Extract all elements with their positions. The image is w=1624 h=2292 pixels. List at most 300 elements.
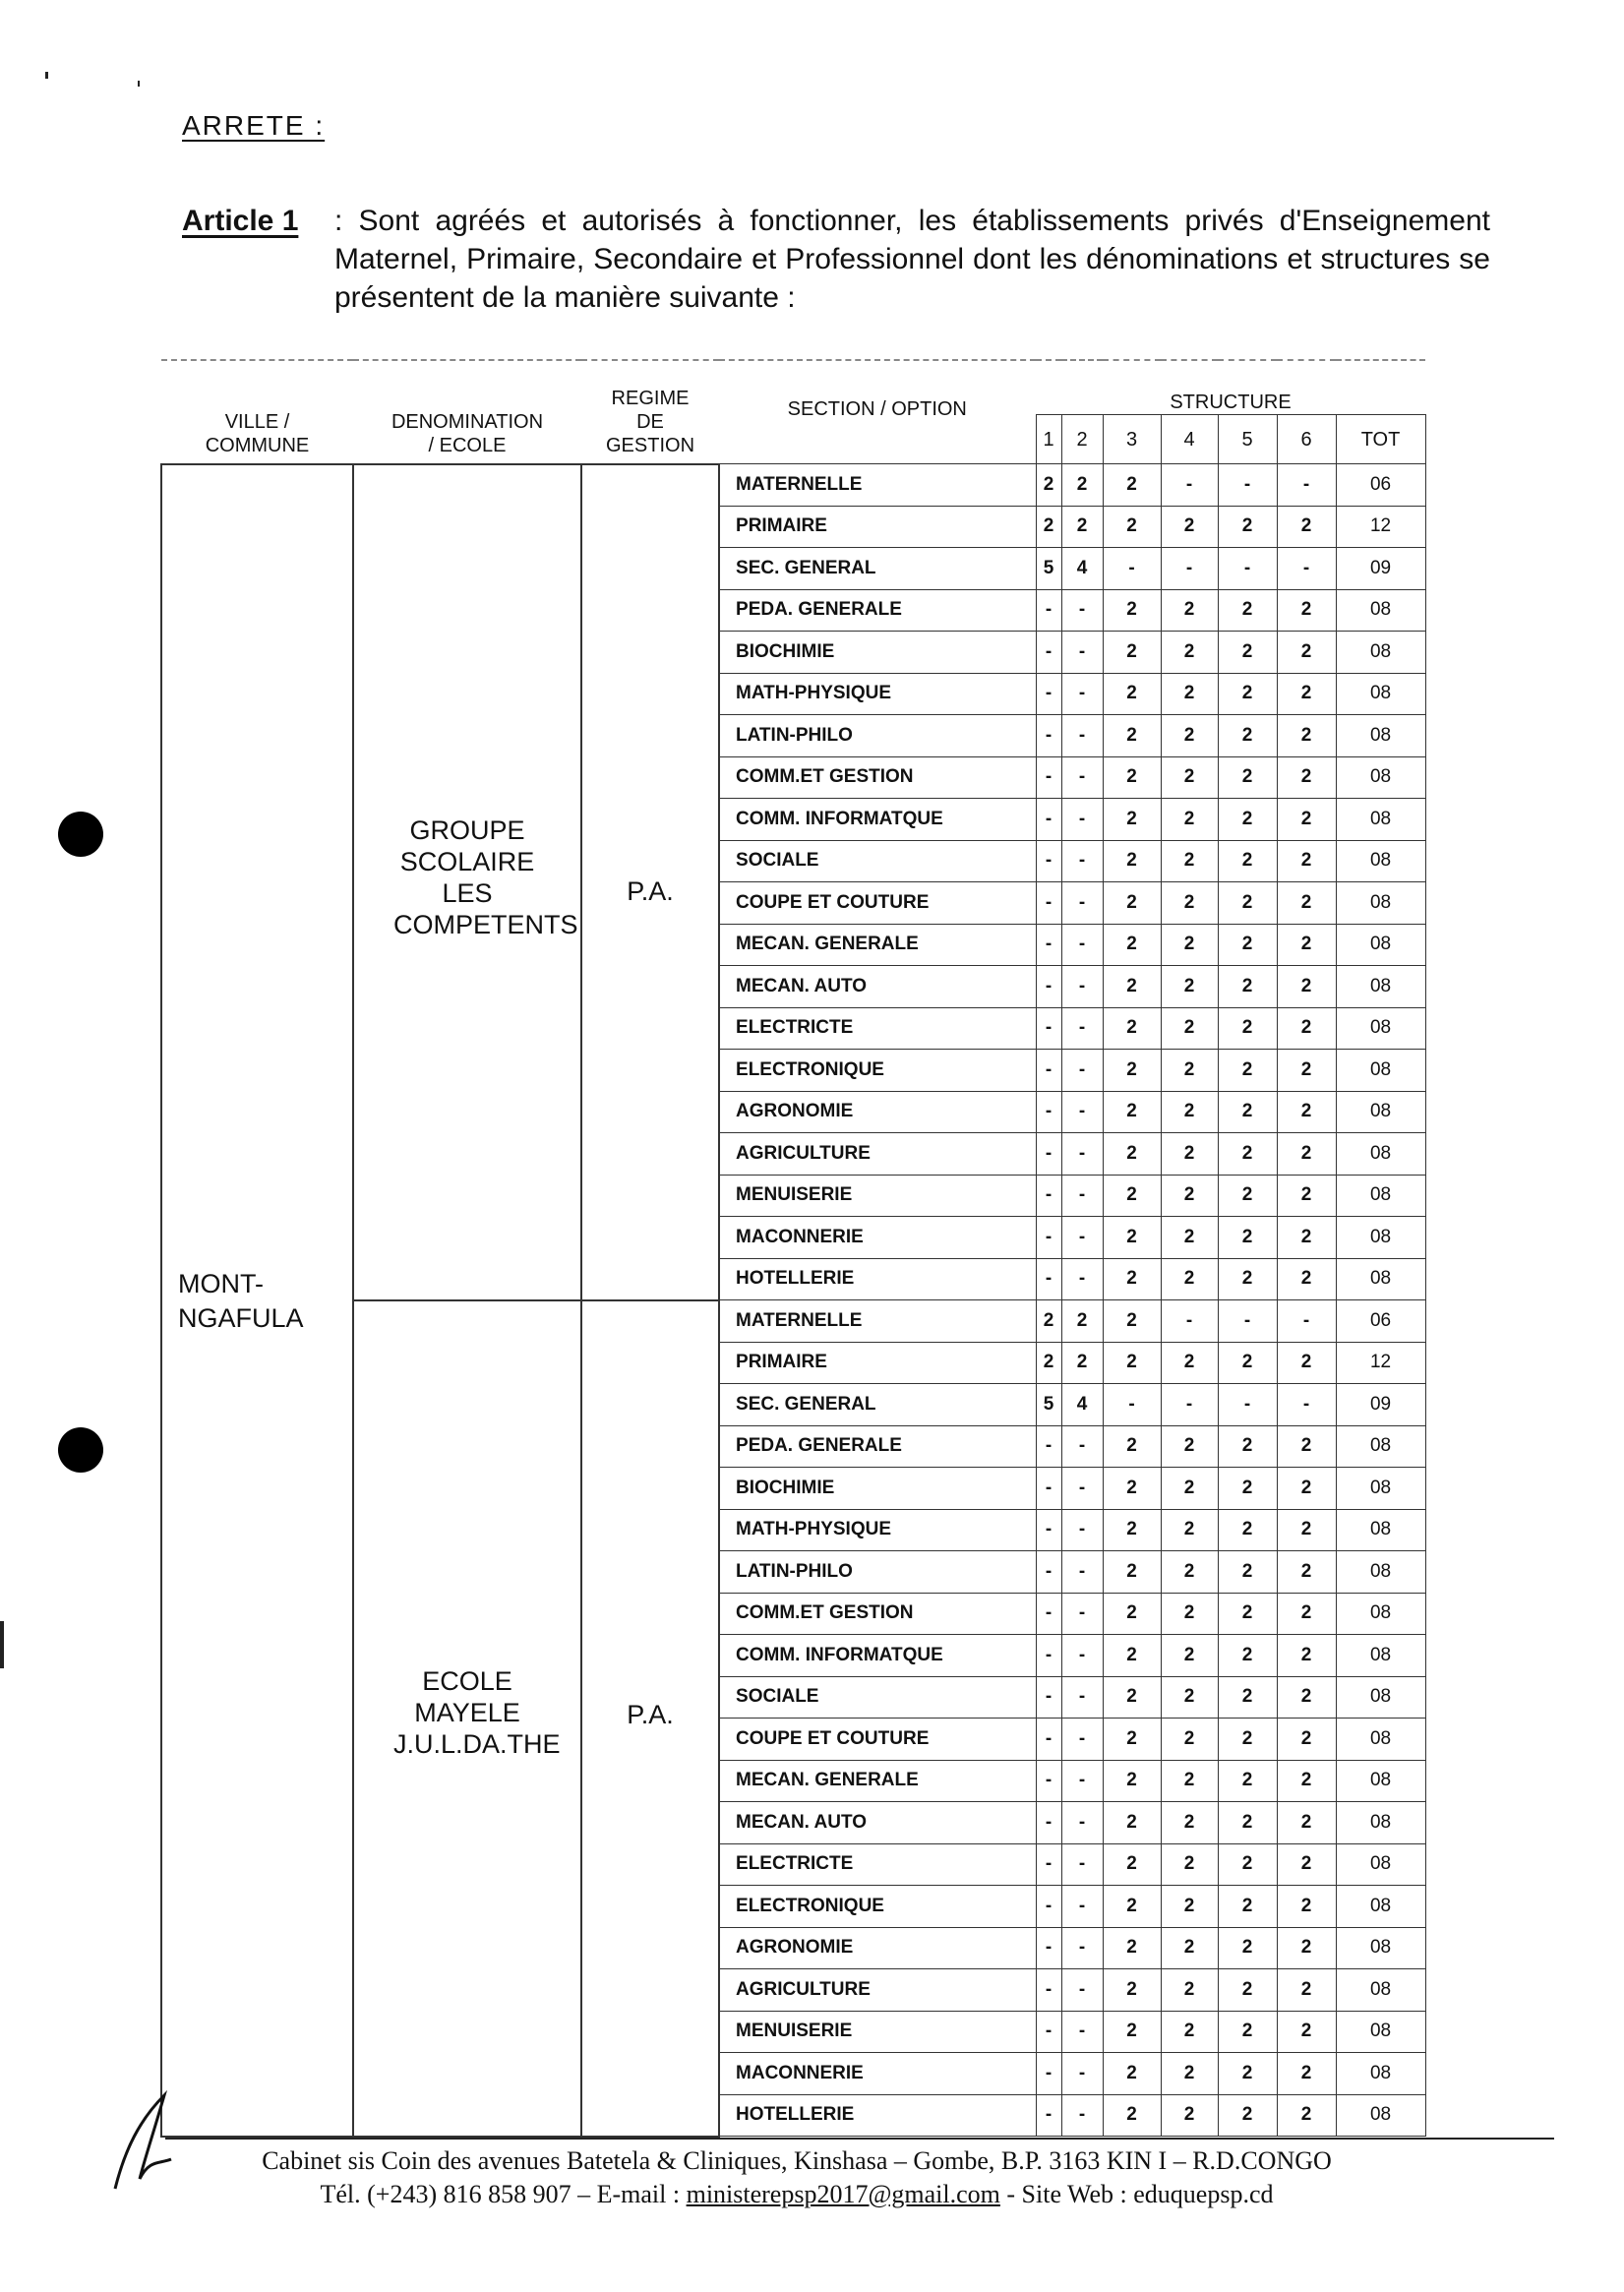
- structure-year-6-value: -: [1277, 464, 1336, 507]
- header-regime: REGIME DE GESTION: [581, 360, 719, 464]
- structure-year-3-value: 2: [1103, 1133, 1161, 1176]
- section-option: MECAN. GENERALE: [719, 924, 1036, 966]
- structure-year-6-value: 2: [1277, 966, 1336, 1008]
- structure-year-6-value: 2: [1277, 1258, 1336, 1300]
- structure-year-3-value: 2: [1103, 799, 1161, 841]
- structure-year-5-value: 2: [1218, 632, 1277, 674]
- section-option: SEC. GENERAL: [719, 548, 1036, 590]
- structure-year-3-value: 2: [1103, 2053, 1161, 2095]
- structure-year-6-value: 2: [1277, 1551, 1336, 1594]
- section-option: MACONNERIE: [719, 1217, 1036, 1259]
- structure-total-value: 08: [1336, 2011, 1425, 2053]
- structure-year-3-value: 2: [1103, 1635, 1161, 1677]
- section-option: ELECTRICTE: [719, 1843, 1036, 1886]
- structure-year-2-value: -: [1061, 1635, 1103, 1677]
- structure-year-5-value: -: [1218, 464, 1277, 507]
- structure-year-1-value: -: [1036, 589, 1061, 632]
- section-option: MECAN. GENERALE: [719, 1760, 1036, 1802]
- structure-year-5-value: 2: [1218, 1175, 1277, 1217]
- structure-year-4-value: 2: [1161, 1425, 1218, 1468]
- footer-email-link[interactable]: ministerepsp2017@gmail.com: [686, 2180, 1000, 2208]
- structure-year-1-value: 2: [1036, 1300, 1061, 1343]
- structure-year-1-value: 2: [1036, 1342, 1061, 1384]
- structure-year-4-value: 2: [1161, 1007, 1218, 1050]
- school-name-cell: [353, 464, 581, 1300]
- structure-year-5-value: 2: [1218, 1007, 1277, 1050]
- structure-year-3-value: 2: [1103, 1342, 1161, 1384]
- section-option: COUPE ET COUTURE: [719, 1719, 1036, 1761]
- section-option: PEDA. GENERALE: [719, 1425, 1036, 1468]
- structure-year-1-value: -: [1036, 1468, 1061, 1510]
- structure-year-5-value: 2: [1218, 1425, 1277, 1468]
- structure-year-2-value: -: [1061, 1593, 1103, 1635]
- structure-year-1-value: -: [1036, 1091, 1061, 1133]
- structure-year-5-value: 2: [1218, 1509, 1277, 1551]
- structure-total-value: 06: [1336, 464, 1425, 507]
- structure-year-4-value: -: [1161, 464, 1218, 507]
- regime-gestion-cell: [581, 464, 719, 1300]
- structure-year-3-value: -: [1103, 1384, 1161, 1426]
- structure-total-value: 08: [1336, 1509, 1425, 1551]
- structure-year-5-value: 2: [1218, 673, 1277, 715]
- structure-year-4-value: 2: [1161, 1551, 1218, 1594]
- section-option: LATIN-PHILO: [719, 715, 1036, 757]
- structure-year-5-value: 2: [1218, 756, 1277, 799]
- structure-year-2-value: -: [1061, 1217, 1103, 1259]
- header-ville: VILLE / COMMUNE: [161, 360, 353, 464]
- structure-year-1-value: 5: [1036, 1384, 1061, 1426]
- section-option: SOCIALE: [719, 1676, 1036, 1719]
- structure-year-5-value: 2: [1218, 2094, 1277, 2137]
- structure-year-4-value: 2: [1161, 1886, 1218, 1928]
- structure-year-6-value: 2: [1277, 1635, 1336, 1677]
- section-option: MATERNELLE: [719, 464, 1036, 507]
- structure-year-6-value: 2: [1277, 1133, 1336, 1176]
- section-option: PRIMAIRE: [719, 506, 1036, 548]
- structure-year-4-value: 2: [1161, 1719, 1218, 1761]
- structure-year-5-value: -: [1218, 1300, 1277, 1343]
- structure-year-3-value: 2: [1103, 1425, 1161, 1468]
- structure-year-3-value: 2: [1103, 1760, 1161, 1802]
- structure-year-5-value: 2: [1218, 1886, 1277, 1928]
- structure-year-6-value: 2: [1277, 1676, 1336, 1719]
- structure-year-3-value: 2: [1103, 2011, 1161, 2053]
- structure-year-4-value: 2: [1161, 799, 1218, 841]
- structure-year-3-value: 2: [1103, 506, 1161, 548]
- structure-year-3-value: 2: [1103, 924, 1161, 966]
- structure-year-3-value: 2: [1103, 632, 1161, 674]
- footer-website: - Site Web : eduquepsp.cd: [999, 2180, 1274, 2208]
- structure-year-1-value: -: [1036, 924, 1061, 966]
- structure-year-3-value: 2: [1103, 1593, 1161, 1635]
- header-col-year-1: 1: [1036, 415, 1061, 464]
- section-option: COUPE ET COUTURE: [719, 882, 1036, 925]
- structure-year-4-value: 2: [1161, 1843, 1218, 1886]
- structure-year-1-value: -: [1036, 1007, 1061, 1050]
- structure-total-value: 09: [1336, 1384, 1425, 1426]
- structure-year-3-value: 2: [1103, 715, 1161, 757]
- structure-year-2-value: -: [1061, 1133, 1103, 1176]
- structure-year-2-value: -: [1061, 799, 1103, 841]
- header-col-year-4: 4: [1161, 415, 1218, 464]
- scan-mark: [138, 81, 140, 87]
- table-body: [161, 464, 1425, 2137]
- regime-gestion-cell: [581, 1300, 719, 2137]
- structure-year-2-value: -: [1061, 2094, 1103, 2137]
- structure-year-4-value: 2: [1161, 1342, 1218, 1384]
- structure-year-2-value: 2: [1061, 506, 1103, 548]
- section-option: MECAN. AUTO: [719, 1802, 1036, 1844]
- ville-commune-cell: [161, 464, 353, 2137]
- structure-total-value: 12: [1336, 506, 1425, 548]
- structure-year-5-value: 2: [1218, 1927, 1277, 1969]
- structure-year-5-value: 2: [1218, 506, 1277, 548]
- structure-total-value: 08: [1336, 1551, 1425, 1594]
- section-option: ELECTRONIQUE: [719, 1886, 1036, 1928]
- structure-year-5-value: 2: [1218, 2011, 1277, 2053]
- structure-year-6-value: 2: [1277, 2011, 1336, 2053]
- structure-total-value: 08: [1336, 840, 1425, 882]
- structure-total-value: 08: [1336, 1091, 1425, 1133]
- structure-total-value: 08: [1336, 1593, 1425, 1635]
- structure-year-5-value: 2: [1218, 1635, 1277, 1677]
- structure-year-1-value: -: [1036, 2094, 1061, 2137]
- header-denomination: DENOMINATION / ECOLE: [353, 360, 581, 464]
- structure-year-6-value: 2: [1277, 756, 1336, 799]
- structure-total-value: 08: [1336, 673, 1425, 715]
- section-option: BIOCHIMIE: [719, 632, 1036, 674]
- structure-total-value: 08: [1336, 715, 1425, 757]
- structure-year-3-value: 2: [1103, 589, 1161, 632]
- structure-year-4-value: 2: [1161, 2011, 1218, 2053]
- structure-year-1-value: 2: [1036, 464, 1061, 507]
- structure-year-2-value: -: [1061, 1719, 1103, 1761]
- schools-structure-table: [160, 359, 1426, 2138]
- structure-year-2-value: 2: [1061, 464, 1103, 507]
- structure-year-2-value: -: [1061, 1760, 1103, 1802]
- article-text: : Sont agréés et autorisés à fonctionner, les établissements privés d'Enseignement Maternel, Primaire, Secondaire et Professionnel dont les dénominations et structures se présentent de la manière suivante :: [334, 205, 1490, 314]
- structure-year-3-value: 2: [1103, 1969, 1161, 2012]
- structure-year-6-value: 2: [1277, 1342, 1336, 1384]
- structure-year-4-value: 2: [1161, 840, 1218, 882]
- structure-total-value: 08: [1336, 756, 1425, 799]
- structure-year-3-value: 2: [1103, 1217, 1161, 1259]
- structure-year-5-value: 2: [1218, 1217, 1277, 1259]
- structure-year-2-value: -: [1061, 756, 1103, 799]
- structure-year-2-value: -: [1061, 1676, 1103, 1719]
- structure-year-6-value: 2: [1277, 924, 1336, 966]
- structure-year-6-value: 2: [1277, 1593, 1336, 1635]
- section-option: MATH-PHYSIQUE: [719, 1509, 1036, 1551]
- structure-year-2-value: -: [1061, 1468, 1103, 1510]
- article-label: Article 1: [182, 205, 299, 237]
- structure-year-3-value: 2: [1103, 1509, 1161, 1551]
- structure-total-value: 08: [1336, 924, 1425, 966]
- structure-year-5-value: 2: [1218, 1258, 1277, 1300]
- structure-year-6-value: 2: [1277, 632, 1336, 674]
- section-option: COMM. INFORMATQUE: [719, 799, 1036, 841]
- structure-year-1-value: -: [1036, 1593, 1061, 1635]
- structure-year-3-value: 2: [1103, 1007, 1161, 1050]
- structure-year-2-value: -: [1061, 1175, 1103, 1217]
- structure-year-1-value: -: [1036, 966, 1061, 1008]
- footer-contact: [157, 2178, 1436, 2211]
- structure-year-1-value: -: [1036, 1676, 1061, 1719]
- section-option: MATERNELLE: [719, 1300, 1036, 1343]
- structure-year-6-value: 2: [1277, 506, 1336, 548]
- structure-year-4-value: 2: [1161, 1509, 1218, 1551]
- structure-year-5-value: -: [1218, 1384, 1277, 1426]
- section-option: COMM.ET GESTION: [719, 756, 1036, 799]
- structure-year-1-value: -: [1036, 2011, 1061, 2053]
- structure-year-2-value: -: [1061, 2011, 1103, 2053]
- structure-total-value: 08: [1336, 1258, 1425, 1300]
- structure-year-1-value: -: [1036, 1509, 1061, 1551]
- structure-year-5-value: 2: [1218, 1050, 1277, 1092]
- table-header: [161, 360, 1425, 464]
- structure-year-4-value: 2: [1161, 1760, 1218, 1802]
- structure-year-1-value: -: [1036, 840, 1061, 882]
- structure-year-5-value: -: [1218, 548, 1277, 590]
- section-option: PRIMAIRE: [719, 1342, 1036, 1384]
- structure-year-5-value: 2: [1218, 1091, 1277, 1133]
- structure-year-5-value: 2: [1218, 882, 1277, 925]
- structure-total-value: 08: [1336, 1927, 1425, 1969]
- structure-year-2-value: 4: [1061, 1384, 1103, 1426]
- structure-year-2-value: -: [1061, 840, 1103, 882]
- structure-total-value: 08: [1336, 1802, 1425, 1844]
- structure-year-3-value: 2: [1103, 966, 1161, 1008]
- structure-year-1-value: -: [1036, 1886, 1061, 1928]
- structure-year-6-value: -: [1277, 548, 1336, 590]
- structure-year-6-value: 2: [1277, 882, 1336, 925]
- structure-year-4-value: 2: [1161, 632, 1218, 674]
- structure-total-value: 08: [1336, 1635, 1425, 1677]
- structure-total-value: 08: [1336, 799, 1425, 841]
- structure-total-value: 08: [1336, 1175, 1425, 1217]
- structure-year-1-value: -: [1036, 1927, 1061, 1969]
- structure-year-5-value: 2: [1218, 1760, 1277, 1802]
- structure-year-2-value: -: [1061, 1091, 1103, 1133]
- section-option: AGRICULTURE: [719, 1969, 1036, 2012]
- structure-year-1-value: -: [1036, 1719, 1061, 1761]
- structure-year-3-value: 2: [1103, 1091, 1161, 1133]
- structure-year-2-value: -: [1061, 1509, 1103, 1551]
- structure-year-1-value: -: [1036, 632, 1061, 674]
- structure-year-5-value: 2: [1218, 1468, 1277, 1510]
- structure-year-3-value: 2: [1103, 2094, 1161, 2137]
- structure-year-6-value: 2: [1277, 1007, 1336, 1050]
- structure-year-5-value: 2: [1218, 1719, 1277, 1761]
- structure-total-value: 08: [1336, 1969, 1425, 2012]
- structure-total-value: 08: [1336, 2094, 1425, 2137]
- footer-rule: [165, 2138, 1554, 2140]
- structure-total-value: 08: [1336, 1425, 1425, 1468]
- structure-year-2-value: -: [1061, 673, 1103, 715]
- structure-year-4-value: 2: [1161, 924, 1218, 966]
- structure-year-2-value: -: [1061, 1843, 1103, 1886]
- section-option: PEDA. GENERALE: [719, 589, 1036, 632]
- structure-year-2-value: -: [1061, 1050, 1103, 1092]
- section-option: SEC. GENERAL: [719, 1384, 1036, 1426]
- structure-year-4-value: 2: [1161, 1802, 1218, 1844]
- school-name: ECOLE MAYELE J.U.L.DA.THE: [393, 1665, 561, 1759]
- structure-year-5-value: 2: [1218, 840, 1277, 882]
- structure-year-6-value: 2: [1277, 840, 1336, 882]
- structure-year-4-value: 2: [1161, 715, 1218, 757]
- structure-total-value: 08: [1336, 1133, 1425, 1176]
- structure-year-5-value: 2: [1218, 966, 1277, 1008]
- structure-year-6-value: 2: [1277, 1217, 1336, 1259]
- section-option: HOTELLERIE: [719, 2094, 1036, 2137]
- structure-year-6-value: 2: [1277, 1969, 1336, 2012]
- structure-year-3-value: 2: [1103, 840, 1161, 882]
- header-col-year-6: 6: [1277, 415, 1336, 464]
- structure-year-2-value: -: [1061, 1969, 1103, 2012]
- structure-year-4-value: 2: [1161, 1175, 1218, 1217]
- school-name-cell: [353, 1300, 581, 2137]
- structure-year-3-value: 2: [1103, 1927, 1161, 1969]
- structure-year-1-value: -: [1036, 1258, 1061, 1300]
- section-option: AGRICULTURE: [719, 1133, 1036, 1176]
- structure-year-3-value: -: [1103, 548, 1161, 590]
- structure-year-5-value: 2: [1218, 1342, 1277, 1384]
- structure-year-6-value: 2: [1277, 589, 1336, 632]
- header-structure: STRUCTURE: [1036, 360, 1425, 415]
- structure-year-3-value: 2: [1103, 1468, 1161, 1510]
- structure-year-6-value: 2: [1277, 1425, 1336, 1468]
- structure-year-6-value: 2: [1277, 1927, 1336, 1969]
- structure-year-6-value: 2: [1277, 1509, 1336, 1551]
- structure-year-2-value: 2: [1061, 1342, 1103, 1384]
- structure-total-value: 08: [1336, 1676, 1425, 1719]
- regime-gestion-value: P.A.: [627, 875, 674, 906]
- structure-year-6-value: 2: [1277, 1886, 1336, 1928]
- punch-hole: [58, 812, 103, 857]
- structure-year-4-value: 2: [1161, 589, 1218, 632]
- structure-year-2-value: -: [1061, 1258, 1103, 1300]
- structure-year-5-value: 2: [1218, 1802, 1277, 1844]
- regime-gestion-value: P.A.: [627, 1699, 674, 1729]
- structure-year-4-value: -: [1161, 1300, 1218, 1343]
- structure-year-6-value: 2: [1277, 1843, 1336, 1886]
- table-row: [161, 464, 1425, 507]
- footer-phone: Tél. (+243) 816 858 907 – E-mail :: [320, 2180, 687, 2208]
- structure-year-2-value: -: [1061, 1007, 1103, 1050]
- structure-year-5-value: 2: [1218, 589, 1277, 632]
- punch-hole: [58, 1427, 103, 1473]
- structure-year-1-value: -: [1036, 673, 1061, 715]
- section-option: LATIN-PHILO: [719, 1551, 1036, 1594]
- structure-year-6-value: 2: [1277, 1050, 1336, 1092]
- structure-year-3-value: 2: [1103, 1802, 1161, 1844]
- structure-total-value: 12: [1336, 1342, 1425, 1384]
- structure-year-6-value: 2: [1277, 1175, 1336, 1217]
- structure-year-2-value: -: [1061, 966, 1103, 1008]
- structure-year-4-value: 2: [1161, 1050, 1218, 1092]
- footer-address: Cabinet sis Coin des avenues Batetela & Cliniques, Kinshasa – Gombe, B.P. 3163 KIN I – R.D.CONGO: [262, 2146, 1332, 2175]
- section-option: COMM.ET GESTION: [719, 1593, 1036, 1635]
- structure-year-4-value: 2: [1161, 506, 1218, 548]
- structure-year-4-value: 2: [1161, 1258, 1218, 1300]
- header-col-year-5: 5: [1218, 415, 1277, 464]
- structure-total-value: 08: [1336, 589, 1425, 632]
- section-option: MENUISERIE: [719, 2011, 1036, 2053]
- structure-year-3-value: 2: [1103, 1843, 1161, 1886]
- scan-mark: [45, 72, 48, 79]
- header-col-year-2: 2: [1061, 415, 1103, 464]
- structure-year-2-value: -: [1061, 715, 1103, 757]
- structure-year-1-value: -: [1036, 1635, 1061, 1677]
- structure-year-3-value: 2: [1103, 464, 1161, 507]
- structure-total-value: 08: [1336, 1217, 1425, 1259]
- structure-year-4-value: 2: [1161, 1133, 1218, 1176]
- structure-year-4-value: -: [1161, 1384, 1218, 1426]
- structure-year-6-value: -: [1277, 1300, 1336, 1343]
- section-option: ELECTRICTE: [719, 1007, 1036, 1050]
- structure-year-1-value: -: [1036, 1843, 1061, 1886]
- structure-year-1-value: 2: [1036, 506, 1061, 548]
- arrete-heading: ARRETE :: [182, 110, 326, 141]
- structure-year-5-value: 2: [1218, 1593, 1277, 1635]
- structure-year-2-value: 4: [1061, 548, 1103, 590]
- structure-year-1-value: -: [1036, 1050, 1061, 1092]
- structure-year-6-value: 2: [1277, 2094, 1336, 2137]
- structure-year-1-value: -: [1036, 1760, 1061, 1802]
- structure-year-2-value: -: [1061, 882, 1103, 925]
- structure-year-4-value: 2: [1161, 1969, 1218, 2012]
- structure-year-4-value: 2: [1161, 2094, 1218, 2137]
- structure-year-3-value: 2: [1103, 673, 1161, 715]
- structure-year-6-value: 2: [1277, 1091, 1336, 1133]
- structure-year-4-value: 2: [1161, 1217, 1218, 1259]
- structure-year-1-value: -: [1036, 1425, 1061, 1468]
- header-section-option: SECTION / OPTION: [719, 360, 1036, 464]
- structure-year-4-value: 2: [1161, 1927, 1218, 1969]
- structure-year-5-value: 2: [1218, 2053, 1277, 2095]
- structure-year-3-value: 2: [1103, 756, 1161, 799]
- structure-year-4-value: 2: [1161, 2053, 1218, 2095]
- structure-year-2-value: -: [1061, 1425, 1103, 1468]
- structure-total-value: 08: [1336, 1886, 1425, 1928]
- section-option: AGRONOMIE: [719, 1091, 1036, 1133]
- section-option: AGRONOMIE: [719, 1927, 1036, 1969]
- structure-year-6-value: 2: [1277, 1719, 1336, 1761]
- structure-total-value: 08: [1336, 1050, 1425, 1092]
- structure-year-5-value: 2: [1218, 1843, 1277, 1886]
- structure-year-4-value: 2: [1161, 1593, 1218, 1635]
- structure-year-1-value: -: [1036, 799, 1061, 841]
- ville-commune-name: MONT-NGAFULA: [178, 1268, 304, 1333]
- structure-year-4-value: 2: [1161, 1468, 1218, 1510]
- header-col-total: TOT: [1336, 415, 1425, 464]
- structure-total-value: 08: [1336, 966, 1425, 1008]
- structure-year-2-value: -: [1061, 2053, 1103, 2095]
- section-option: MATH-PHYSIQUE: [719, 673, 1036, 715]
- structure-year-5-value: 2: [1218, 1676, 1277, 1719]
- structure-year-3-value: 2: [1103, 1551, 1161, 1594]
- structure-year-2-value: -: [1061, 632, 1103, 674]
- structure-year-2-value: 2: [1061, 1300, 1103, 1343]
- structure-year-5-value: 2: [1218, 1551, 1277, 1594]
- structure-year-6-value: 2: [1277, 2053, 1336, 2095]
- structure-total-value: 08: [1336, 2053, 1425, 2095]
- structure-year-3-value: 2: [1103, 1175, 1161, 1217]
- structure-total-value: 08: [1336, 632, 1425, 674]
- structure-year-1-value: -: [1036, 1969, 1061, 2012]
- structure-year-4-value: 2: [1161, 673, 1218, 715]
- structure-year-6-value: 2: [1277, 799, 1336, 841]
